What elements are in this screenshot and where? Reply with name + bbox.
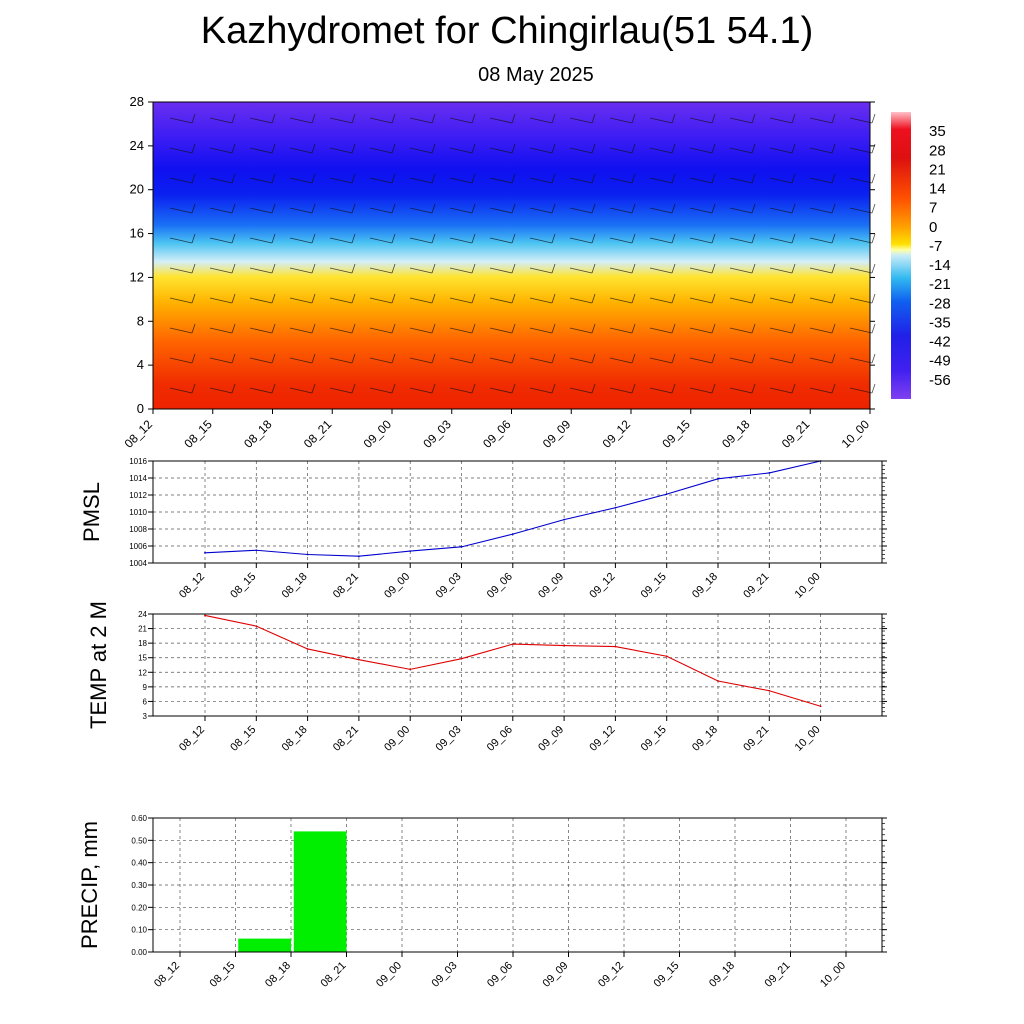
y-tick-label: 1012 — [129, 491, 147, 500]
heatmap-x-tick-label: 09_15 — [659, 417, 693, 451]
data-point — [512, 643, 514, 645]
temp-panel — [86, 601, 887, 754]
x-tick-label: 09_21 — [762, 959, 793, 990]
data-point — [358, 555, 360, 557]
heatmap-x-tick-label: 09_06 — [480, 417, 514, 451]
x-tick-label: 08_18 — [263, 959, 294, 990]
colorbar-scale — [891, 112, 911, 399]
y-tick-label: 21 — [138, 624, 147, 634]
heatmap-x-tick-label: 08_18 — [241, 417, 275, 451]
colorbar-label: 0 — [929, 218, 938, 236]
colorbar-label: -28 — [929, 295, 951, 313]
heatmap-x-tick-label: 09_18 — [719, 417, 753, 451]
x-tick-label: 09_09 — [536, 723, 567, 754]
colorbar-label: -7 — [929, 237, 943, 255]
data-point — [768, 472, 770, 474]
heatmap-x-tick-label: 08_15 — [181, 417, 215, 451]
colorbar-label: -21 — [929, 276, 951, 294]
data-point — [255, 549, 257, 551]
data-point — [255, 625, 257, 627]
x-tick-label: 09_03 — [433, 723, 464, 754]
heatmap-x-tick-label: 09_09 — [539, 417, 574, 451]
x-tick-label: 08_21 — [318, 959, 349, 990]
x-tick-label: 09_00 — [382, 570, 413, 601]
data-point — [666, 655, 668, 657]
x-tick-label: 10_00 — [792, 570, 823, 601]
y-axis-label: PRECIP, mm — [77, 821, 102, 949]
heatmap-y-tick-label: 8 — [136, 313, 144, 329]
colorbar-label: 14 — [929, 180, 946, 198]
x-tick-label: 09_18 — [690, 723, 721, 754]
page-title: Kazhydromet for Chingirlau(51 54.1) — [200, 10, 814, 52]
colorbar-label: 21 — [929, 161, 946, 179]
x-tick-label: 09_21 — [741, 570, 772, 601]
pmsl-panel — [79, 457, 887, 601]
x-tick-label: 09_15 — [638, 723, 669, 754]
x-tick-label: 09_00 — [374, 959, 405, 990]
data-point — [358, 659, 360, 661]
y-axis-label: PMSL — [79, 482, 104, 542]
colorbar-label: -14 — [929, 257, 951, 275]
y-tick-label: 3 — [142, 712, 147, 721]
x-tick-label: 08_21 — [330, 723, 362, 754]
heatmap-x-tick-label: 09_00 — [360, 417, 395, 451]
heatmap-panel — [122, 94, 875, 451]
x-tick-label: 09_12 — [596, 959, 627, 990]
y-tick-label: 0.60 — [131, 814, 147, 823]
heatmap-y-tick-label: 12 — [129, 269, 144, 285]
heatmap-x-tick-label: 09_03 — [420, 417, 454, 451]
x-tick-label: 08_18 — [279, 723, 310, 754]
x-tick-label: 09_15 — [638, 570, 669, 601]
x-tick-label: 09_21 — [741, 723, 772, 754]
x-tick-label: 08_15 — [207, 959, 238, 990]
page-subtitle: 08 May 2025 — [478, 64, 594, 86]
data-point — [409, 668, 411, 670]
colorbar-label: -56 — [929, 371, 951, 389]
x-tick-label: 08_12 — [177, 723, 208, 754]
colorbar-label: 28 — [929, 142, 946, 160]
y-tick-label: 0.00 — [131, 948, 147, 957]
heatmap-x-tick-label: 09_12 — [599, 417, 634, 451]
data-point — [307, 554, 309, 556]
precip-panel — [77, 814, 887, 990]
data-point — [768, 690, 770, 692]
heatmap-y-tick-label: 16 — [129, 225, 144, 241]
y-tick-label: 0.10 — [131, 925, 147, 935]
y-tick-label: 18 — [138, 639, 147, 649]
x-tick-label: 09_00 — [382, 723, 413, 754]
precip-bar — [294, 831, 347, 952]
data-point — [461, 658, 463, 660]
x-tick-label: 08_18 — [279, 570, 310, 601]
colorbar-label: 35 — [929, 123, 946, 141]
data-point — [204, 552, 206, 554]
y-tick-label: 0.50 — [131, 836, 147, 846]
x-tick-label: 09_15 — [651, 959, 682, 990]
x-tick-label: 10_00 — [792, 723, 823, 754]
x-tick-label: 09_06 — [484, 723, 515, 754]
heatmap-y-tick-label: 0 — [136, 401, 144, 416]
x-tick-label: 08_12 — [177, 570, 208, 601]
heatmap-x-tick-label: 08_12 — [121, 417, 156, 451]
x-tick-label: 09_06 — [485, 959, 516, 990]
x-tick-label: 08_21 — [330, 570, 362, 601]
heatmap-y-tick-label: 28 — [129, 94, 144, 109]
data-point — [717, 680, 719, 682]
data-point — [820, 705, 822, 707]
data-point — [512, 533, 514, 535]
precip-bar — [238, 939, 291, 952]
y-tick-label: 1010 — [129, 508, 147, 517]
data-point — [307, 648, 309, 650]
y-tick-label: 0.30 — [131, 881, 147, 890]
data-point — [615, 646, 617, 648]
x-tick-label: 09_18 — [690, 570, 721, 601]
x-tick-label: 09_03 — [429, 959, 460, 990]
x-tick-label: 09_12 — [587, 570, 618, 601]
heatmap-x-tick-label: 08_21 — [300, 417, 335, 451]
x-tick-label: 09_18 — [707, 959, 738, 990]
heatmap-x-tick-label: 09_21 — [778, 417, 813, 451]
x-tick-label: 09_09 — [540, 959, 571, 990]
x-tick-label: 09_09 — [536, 570, 567, 601]
y-axis-label: TEMP at 2 M — [86, 601, 111, 729]
y-tick-label: 1016 — [129, 457, 147, 466]
heatmap-x-axis — [122, 409, 873, 451]
heatmap-y-tick-label: 24 — [129, 137, 144, 153]
heatmap-y-tick-label: 20 — [129, 181, 144, 197]
colorbar-label: -49 — [929, 352, 951, 370]
x-tick-label: 08_12 — [152, 959, 183, 990]
heatmap-y-tick-label: 4 — [136, 357, 144, 373]
colorbar-label: 7 — [929, 199, 938, 217]
y-tick-label: 15 — [138, 653, 147, 663]
y-tick-label: 9 — [142, 682, 147, 692]
y-tick-label: 1006 — [129, 542, 147, 551]
x-tick-label: 09_03 — [433, 570, 464, 601]
data-point — [666, 493, 668, 495]
y-tick-label: 1004 — [129, 559, 147, 568]
data-point — [563, 645, 565, 647]
heatmap-x-tick-label: 10_00 — [838, 417, 873, 451]
y-tick-label: 24 — [138, 610, 147, 619]
data-point — [409, 550, 411, 552]
colorbar — [891, 112, 951, 399]
colorbar-label: -35 — [929, 314, 951, 332]
x-tick-label: 08_15 — [228, 570, 259, 601]
data-point — [615, 507, 617, 509]
y-tick-label: 1014 — [129, 474, 147, 483]
data-point — [461, 546, 463, 548]
y-tick-label: 0.20 — [131, 903, 147, 913]
colorbar-labels — [929, 123, 951, 389]
x-tick-label: 10_00 — [818, 959, 849, 990]
x-tick-label: 09_06 — [484, 570, 515, 601]
colorbar-label: -42 — [929, 333, 951, 351]
data-point — [204, 615, 206, 617]
y-tick-label: 12 — [138, 668, 147, 678]
x-tick-label: 09_12 — [587, 723, 618, 754]
data-point — [563, 519, 565, 521]
y-tick-label: 0.40 — [131, 858, 147, 868]
y-tick-label: 1008 — [129, 525, 147, 534]
y-tick-label: 6 — [142, 697, 147, 707]
x-tick-label: 08_15 — [228, 723, 259, 754]
data-point — [717, 478, 719, 480]
